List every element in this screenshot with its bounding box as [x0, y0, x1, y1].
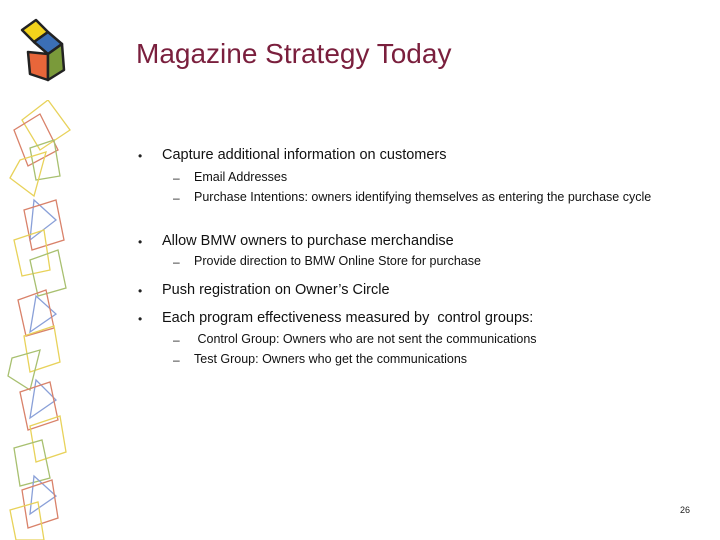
decorative-diamond-pattern: [0, 100, 90, 540]
dash-marker: –: [173, 255, 180, 269]
bullet-marker: •: [138, 312, 143, 326]
bullet-marker: •: [138, 149, 143, 163]
sub-online-store: Provide direction to BMW Online Store for purchase: [194, 254, 481, 268]
dash-marker: –: [173, 171, 180, 185]
dash-marker: –: [173, 191, 180, 205]
cube-logo-icon: [18, 18, 70, 88]
bullet-control-groups: Each program effectiveness measured by control groups:: [162, 310, 534, 326]
bullet-allow-purchase: Allow BMW owners to purchase merchandise: [162, 233, 454, 249]
page-number: 26: [679, 505, 690, 515]
sub-test-group: Test Group: Owners who get the communications: [194, 352, 468, 366]
dash-marker: –: [173, 353, 180, 367]
sub-email-addresses: Email Addresses: [194, 170, 288, 184]
slide-title: Magazine Strategy Today: [136, 38, 452, 69]
bullet-push-registration: Push registration on Owner’s Circle: [162, 282, 390, 298]
dash-marker: –: [173, 333, 180, 347]
bullet-capture-info: Capture additional information on customers: [162, 147, 447, 163]
bullet-marker: •: [138, 235, 143, 249]
sub-control-group: Control Group: Owners who are not sent the communications: [194, 332, 537, 346]
sub-purchase-intentions: Purchase Intentions: owners identifying themselves as entering the purchase cycle: [194, 190, 652, 204]
bullet-marker: •: [138, 284, 143, 298]
